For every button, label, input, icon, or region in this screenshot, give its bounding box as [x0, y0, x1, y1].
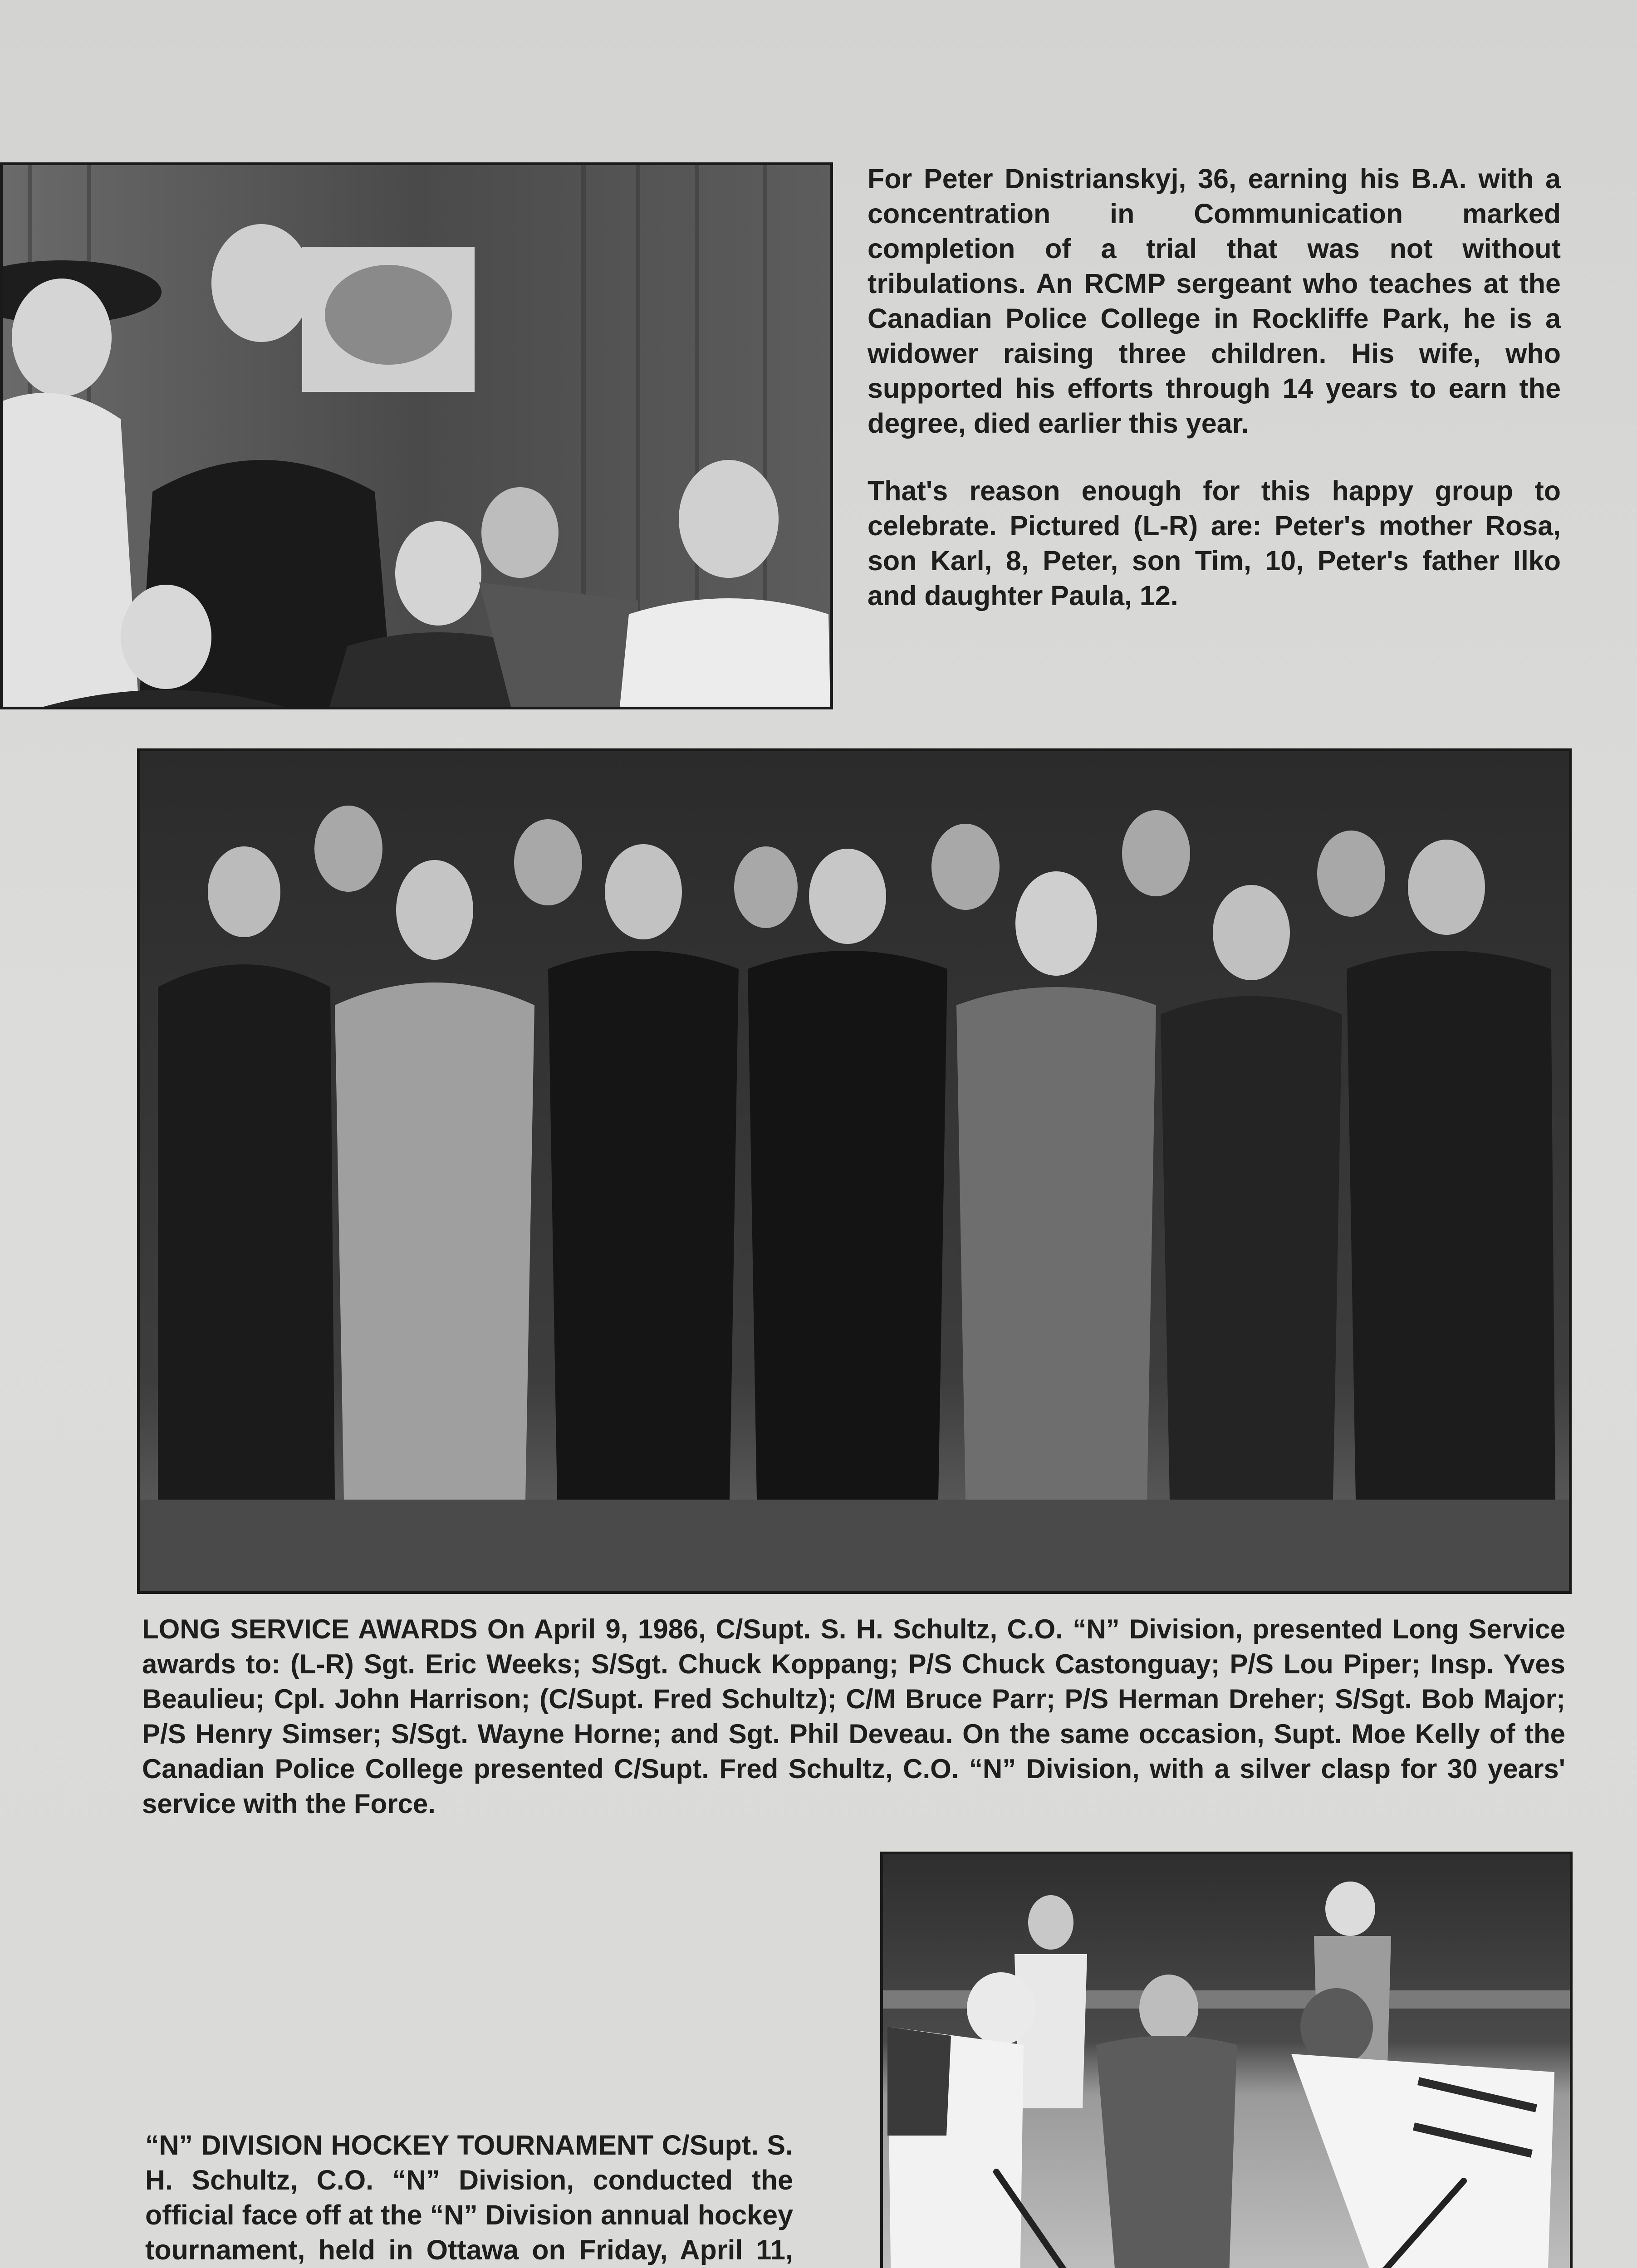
graduation-paragraph-1: For Peter Dnistrianskyj, 36, earning his B.A. with a concentration in Communication marked completion of a trial that was not without tribulations. An RCMP sergeant who teaches at the Canadian Police College in Rockliffe Park, he is a widower raising three children. His wife, who supported his efforts through 14 years to earn the degree, died earlier this year. — [868, 163, 1561, 439]
long-service-photo — [137, 748, 1572, 1594]
hockey-faceoff-photo — [880, 1852, 1573, 2268]
long-service-caption — [142, 1612, 1565, 1821]
family-photo — [0, 162, 833, 709]
graduation-story — [868, 161, 1561, 613]
graduation-paragraph-2: That's reason enough for this happy group to celebrate. Pictured (L-R) are: Peter's mother Rosa, son Karl, 8, Peter, son Tim, 10, Peter's father Ilko and daughter Paula, 12. — [868, 475, 1561, 611]
hockey-caption — [145, 2128, 793, 2268]
long-service-caption-text: LONG SERVICE AWARDS On April 9, 1986, C/Supt. S. H. Schultz, C.O. “N” Division, presented Long Service awards to: (L-R) Sgt. Eric Weeks; S/Sgt. Chuck Koppang; P/S Chuck Castonguay; P/S Lou Piper; Insp. Yves Beaulieu; Cpl. John Harrison; (C/Supt. Fred Schultz); C/M Bruce Parr; P/S Herman Dreher; S/Sgt. Bob Major; P/S Henry Simser; S/Sgt. Wayne Horne; and Sgt. Phil Deveau. On the same occasion, Supt. Moe Kelly of the Canadian Police College presented C/Supt. Fred Schultz, C.O. “N” Division, with a silver clasp for 30 years' service with the Force. — [142, 1614, 1565, 1819]
hockey-caption-text: “N” DIVISION HOCKEY TOURNAMENT C/Supt. S. H. Schultz, C.O. “N” Division, conducted the official face off at the “N” Division annual hockey tournament, held in Ottawa on Friday, April 11, — [145, 2130, 793, 2265]
